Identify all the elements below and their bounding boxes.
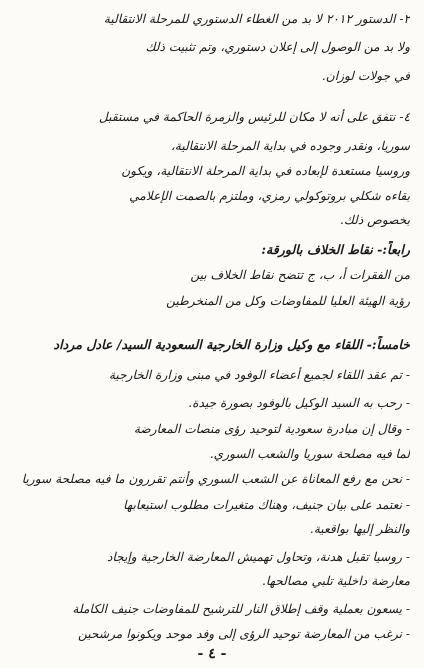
text-line: - نحن مع رفع المعاناة عن الشعب السوري وأنتم تقررون ما فيه مصلحة سوريا: [21, 472, 410, 486]
text-line: - تم عقد اللقاء لجميع أعضاء الوفود في مبنى وزارة الخارجية: [108, 368, 410, 382]
text-line: - رحب به السيد الوكيل بالوفود بصورة جيدة.: [188, 396, 410, 410]
section-heading: رابعاً:- نقاط الخلاف بالورقة:: [261, 242, 410, 257]
section-heading: خامساً:- اللقاء مع وكيل وزارة الخارجية السعودية السيد/ عادل مرداد: [53, 337, 410, 352]
text-line: - نرغب من المعارضة توحيد الرؤى إلى وفد موحد ويكونوا مرشحين: [78, 627, 410, 641]
text-line: لما فيه مصلحة سوريا والشعب السوري.: [209, 447, 410, 461]
text-line: بقاءه شكلي بروتوكولي رمزي، وملتزم بالصمت الإعلامي: [129, 189, 410, 203]
text-line: - يسعون بعملية وقف إطلاق النار للترشيح للمفاوضات جنيف الكاملة: [72, 602, 410, 616]
text-line: من الفقرات أ، ب، ج تتضح نقاط الخلاف بين: [190, 268, 410, 282]
text-line: وروسيا مستعدة لإبعاده في بداية المرحلة الانتقالية، ويكون: [121, 164, 410, 178]
page-number: - ٤ -: [197, 646, 227, 662]
text-line: - وقال إن مبادرة سعودية لتوحيد رؤى منصات المعارضة: [133, 422, 410, 436]
text-line: ٤- نتفق على أنه لا مكان للرئيس والزمرة الحاكمة في مستقبل: [98, 110, 410, 124]
text-line: - نعتمد على بيان جنيف، وهناك متغيرات مطلوب استيعابها: [123, 498, 410, 512]
text-line: ولا بد من الوصول إلى إعلان دستوري، وتم تثبيت ذلك: [145, 40, 410, 54]
text-line: - روسيا تقبل هدنة، وتحاول تهميش المعارضة الخارجية وإيجاد: [107, 550, 410, 564]
text-line: بخصوص ذلك.: [339, 213, 410, 227]
text-line: ٢- الدستور ٢٠١٢ لا بد من الغطاء الدستوري للمرحلة الانتقالية: [103, 12, 410, 26]
text-line: معارضة داخلية تلبي مصالحها.: [262, 574, 410, 588]
text-line: والنظر إليها بواقعية.: [309, 522, 410, 536]
text-line: في جولات لوزان.: [321, 69, 410, 83]
text-line: سوريا، ونقدر وجوده في بداية المرحلة الانتقالية،: [170, 139, 410, 153]
text-line: رؤية الهيئة العليا للمفاوضات وكل من المنخرطين: [166, 294, 410, 308]
